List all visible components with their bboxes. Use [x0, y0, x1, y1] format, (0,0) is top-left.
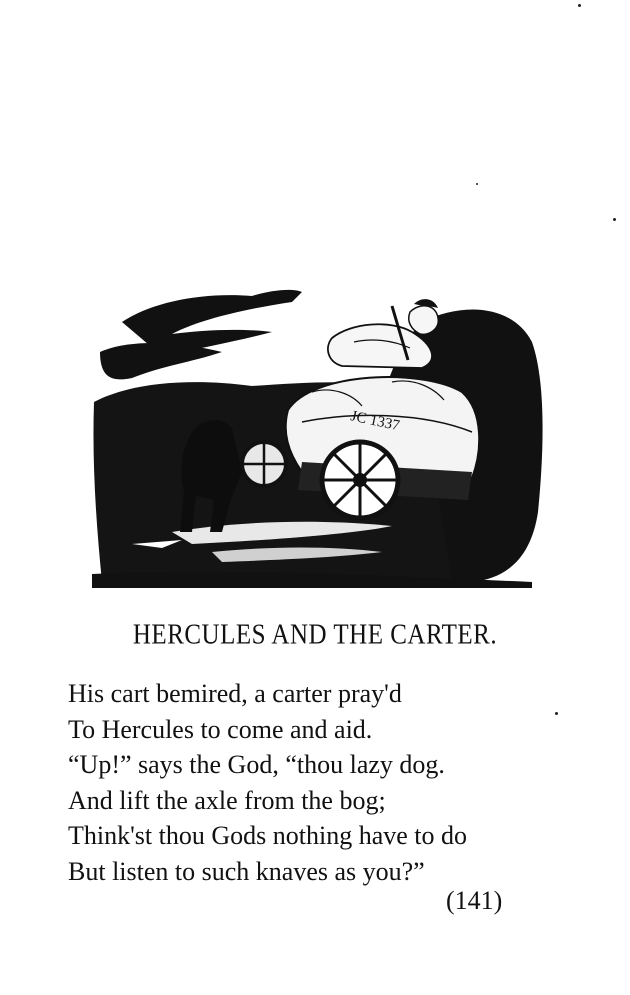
cart-mark: JC 1337 — [349, 408, 402, 435]
cart-illustration — [92, 282, 546, 588]
speck — [555, 712, 558, 715]
poem-line: Think'st thou Gods nothing have to do — [68, 821, 468, 850]
poem-line: To Hercules to come and aid. — [68, 714, 373, 744]
poem-line: His cart bemired, a carter pray'd — [68, 679, 402, 708]
page-number: (141) — [446, 886, 503, 915]
poem-line: “Up!” says the God, “thou lazy dog. — [68, 750, 445, 779]
poem-line: But listen to such knaves as you?” — [68, 856, 425, 886]
speck — [578, 4, 581, 7]
poem-line: And lift the axle from the bog; — [68, 785, 386, 815]
speck — [613, 218, 616, 221]
speck — [476, 183, 478, 185]
poem-title: HERCULES AND THE CARTER. — [132, 620, 498, 651]
poem-text — [68, 676, 467, 889]
